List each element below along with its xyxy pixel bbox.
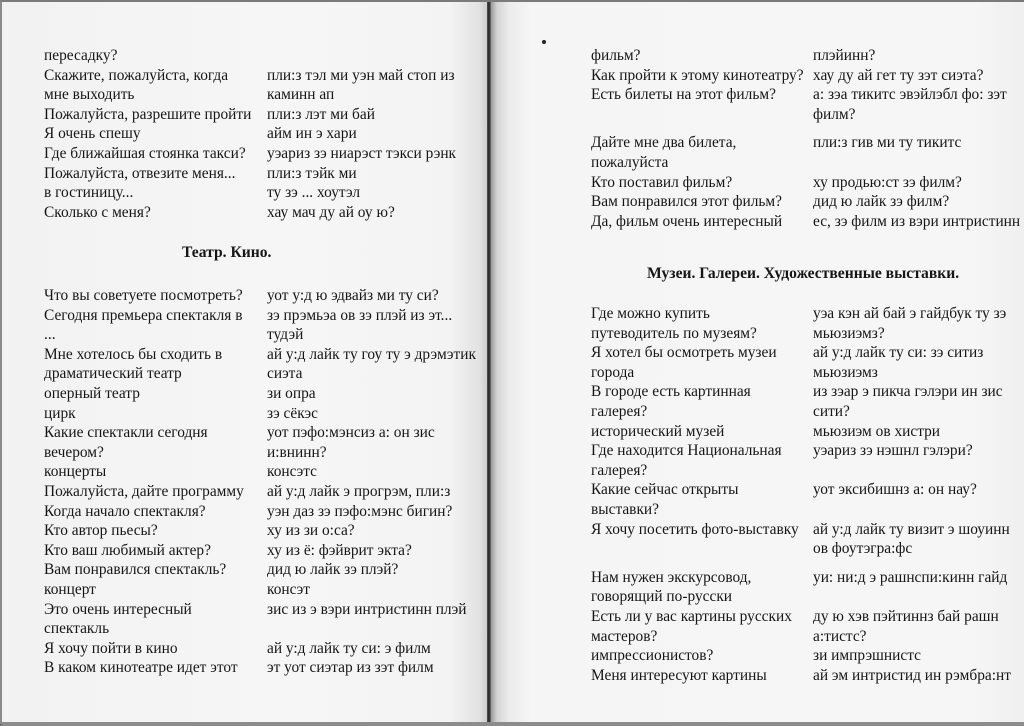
phrase-row [591,192,1020,212]
phrase-row [591,422,1011,442]
phrase-row [44,384,476,404]
transcription: филм? [813,105,856,123]
transcription: ху из зи о:са? [267,522,355,540]
phrase-row [44,85,456,105]
russian-phrase: цирк [44,404,76,422]
russian-phrase: галерея? [591,461,648,479]
transcription: ду ю хэв пэйтиннз бай рашн [813,607,999,625]
phrase-row [44,345,476,365]
transcription: сиэта [267,365,303,383]
transcription: эт уот сиэтар из зэт филм [267,659,434,677]
russian-phrase: города [591,363,635,381]
transcription: ту зэ ... хоутэл [267,184,361,202]
russian-phrase: В каком кинотеатре идет этот [44,659,238,677]
russian-phrase: концерт [44,580,96,598]
transcription: уэариз зэ ниарэст тэкси рэнк [267,144,457,162]
phrase-row [44,124,456,144]
phrase-row [44,364,476,384]
phrase-row [591,587,1011,607]
transcription: уот пэфо:мэнсиз а: он зис [267,424,435,442]
phrase-row [44,164,456,184]
russian-phrase: Кто ваш любимый актер? [44,541,211,559]
russian-phrase: оперный театр [44,384,140,402]
transcription: зи опра [267,384,316,402]
russian-phrase: мне выходить [44,86,135,104]
transcription: уот эксибишнз а: он нау? [813,481,977,499]
phrase-row [591,343,1011,363]
print-speck [542,40,546,44]
scan-edge [2,722,1024,726]
left-page [2,2,489,724]
phrase-row [591,363,1011,383]
phrase-row [44,404,476,424]
transcription: пли:з тэл ми уэн май стоп из [267,66,455,84]
russian-phrase: выставки? [591,500,659,518]
left-phrase-list-top [44,46,456,222]
russian-phrase: импрессионистов? [591,647,714,665]
left-phrase-list-section [44,286,476,678]
russian-phrase: Я хотел бы осмотреть музеи [591,344,777,362]
russian-phrase: Мне хотелось бы сходить в [44,345,223,363]
phrase-row [591,133,1020,153]
row-gap [591,559,1011,568]
right-page [489,2,1024,724]
transcription: и:внинн? [267,443,327,461]
phrase-row [591,85,1020,105]
transcription: уи: ни:д э рашнспи:кинн гайд [813,568,1008,586]
phrase-row [591,627,1011,647]
russian-phrase: Пожалуйста, дайте программу [44,482,244,500]
phrase-row [591,212,1020,232]
russian-phrase: мастеров? [591,627,658,645]
transcription: пли:з лэт ми бай [267,105,375,123]
russian-phrase: Пожалуйста, разрешите пройти [44,105,252,123]
phrase-row [44,639,476,659]
transcription: ай у:д лайк э прогрэм, пли:з [267,482,451,500]
russian-phrase: Что вы советуете посмотреть? [44,287,243,304]
phrase-row [44,306,476,326]
russian-phrase: концерты [44,463,107,481]
russian-phrase: В городе есть картинная [591,383,751,401]
russian-phrase: Есть ли у вас картины русских [591,607,792,625]
russian-phrase: Дайте мне два билета, [591,134,737,152]
transcription: ай у:д лайк ту гоу ту э дрэмэтик [267,345,476,363]
transcription: дид ю лайк зэ филм? [813,193,950,211]
phrase-row [44,502,476,522]
phrase-row [591,153,1020,173]
russian-phrase: пересадку? [44,47,118,64]
phrase-row [44,286,476,306]
phrase-row [591,402,1011,422]
phrase-row [591,480,1011,500]
phrase-row [591,173,1020,193]
transcription: ай у:д лайк ту визит э шоуинн [813,520,1010,538]
phrase-row [591,324,1011,344]
russian-phrase: Есть билеты на этот фильм? [591,86,776,104]
right-phrase-list-section [591,304,1011,685]
phrase-row [591,441,1011,461]
russian-phrase: Кто автор пьесы? [44,522,158,540]
transcription: тудэй [267,326,304,344]
transcription: мьюзиэмз? [813,324,885,342]
russian-phrase: путеводитель по музеям? [591,324,757,342]
transcription: хау ду ай гет ту зэт сиэта? [813,66,984,84]
russian-phrase: Какие спектакли сегодня [44,424,208,442]
russian-phrase: вечером? [44,443,104,461]
russian-phrase: Я хочу пойти в кино [44,639,178,657]
phrase-row [44,619,476,639]
russian-phrase: Вам понравился спектакль? [44,561,227,579]
russian-phrase: Это очень интересный [44,600,192,618]
phrase-row [44,183,456,203]
transcription: зи импрэшнистс [813,647,921,665]
transcription: консэт [267,580,310,598]
transcription: уэа кэн ай бай э гайдбук ту зэ [813,305,1007,322]
russian-phrase: ... [44,326,56,344]
phrase-row [591,105,1020,125]
transcription: уэн даз зэ пэфо:мэнс бигин? [267,502,453,520]
phrase-row [591,382,1011,402]
transcription: уэариз зэ нэшнл гэлэри? [813,442,973,460]
transcription: ай у:д лайк ту си: зэ ситиз [813,344,984,362]
phrase-row [44,144,456,164]
phrase-row [44,325,476,345]
phrase-row [44,203,456,223]
russian-phrase: Где находится Национальная [591,442,782,460]
transcription: консэтс [267,463,317,481]
russian-phrase: в гостиницу... [44,184,134,202]
phrase-row [591,646,1011,666]
russian-phrase: Как пройти к этому кинотеатру? [591,66,804,84]
russian-phrase: Где можно купить [591,305,710,322]
russian-phrase: Я очень спешу [44,125,141,143]
russian-phrase [591,105,813,125]
russian-phrase: пожалуйста [591,153,669,171]
phrase-row [44,560,476,580]
transcription: ай у:д лайк ту си: э филм [267,639,431,657]
transcription: дид ю лайк зэ плэй? [267,561,399,579]
russian-phrase: Скажите, пожалуйста, когда [44,66,229,84]
phrase-row [44,46,456,66]
russian-phrase: Когда начало спектакля? [44,502,206,520]
row-gap [591,124,1020,133]
book-spine [487,2,491,724]
phrase-row [591,539,1011,559]
phrase-row [44,105,456,125]
phrase-row [44,521,476,541]
transcription: мьюзиэмз [813,363,878,381]
russian-phrase: фильм? [591,47,641,64]
phrase-row [591,46,1020,66]
transcription: ай эм интристид ин рэмбра:нт [813,666,1011,684]
phrase-row [591,66,1020,86]
right-phrase-list-top [591,46,1020,231]
phrase-row [591,568,1011,588]
russian-phrase: Сколько с меня? [44,203,151,221]
russian-phrase: Нам нужен экскурсовод, [591,568,752,586]
russian-phrase: галерея? [591,402,648,420]
russian-phrase: Кто поставил фильм? [591,173,733,191]
transcription: пли:з тэйк ми [267,164,357,182]
phrase-row [44,482,476,502]
transcription: из зэар э пикча гэлэри ин зис [813,383,1003,401]
transcription: а:тистс? [813,627,867,645]
russian-phrase: Меня интересуют картины [591,666,767,684]
transcription: пли:з гив ми ту тикитс [813,134,962,152]
phrase-row [591,607,1011,627]
phrase-row [591,520,1011,540]
russian-phrase: исторический музей [591,422,725,440]
transcription: сити? [813,402,850,420]
russian-phrase: Я хочу посетить фото-выставку [591,520,799,538]
phrase-row [44,580,476,600]
transcription: зэ прэмьэа ов зэ плэй из эт... [267,306,453,324]
transcription: каминн ап [267,86,335,104]
transcription: ху из ё: фэйврит экта? [267,541,412,559]
russian-phrase: Какие сейчас открыты [591,481,739,499]
phrase-row [44,66,456,86]
russian-phrase [591,539,813,559]
transcription: мьюзиэм ов хистри [813,422,941,440]
russian-phrase: спектакль [44,620,110,638]
phrase-row [44,541,476,561]
phrase-row [591,304,1011,324]
phrase-row [44,658,476,678]
transcription: ес, зэ филм из вэри интристинн [813,212,1021,230]
phrase-row [44,443,476,463]
russian-phrase: Вам понравился этот фильм? [591,193,782,211]
phrase-row [44,423,476,443]
transcription: плэйинн? [813,47,876,64]
transcription: хау мач ду ай оу ю? [267,203,395,221]
russian-phrase: Да, фильм очень интересный [591,212,783,230]
section-title-museums-galleries: Музеи. Галереи. Художественные выставки. [647,265,960,282]
russian-phrase: Где ближайшая стоянка такси? [44,144,246,162]
phrase-row [591,500,1011,520]
transcription: уот у:д ю эдвайз ми ту си? [267,287,439,304]
transcription: айм ин э хари [267,125,357,143]
russian-phrase: Пожалуйста, отвезите меня... [44,164,236,182]
phrase-row [44,462,476,482]
transcription: а: зэа тикитс эвэйлэбл фо: зэт [813,86,1007,104]
phrase-row [591,461,1011,481]
phrase-row [591,666,1011,686]
transcription: зис из э вэри интристинн плэй [267,600,467,618]
phrase-row [44,600,476,620]
transcription: ху продью:ст зэ филм? [813,173,962,191]
russian-phrase: драматический театр [44,365,182,383]
russian-phrase: говорящий по-русски [591,588,733,606]
transcription: зэ сёкэс [267,404,318,422]
transcription: ов фоутэгра:фс [813,540,913,558]
russian-phrase: Сегодня премьера спектакля в [44,306,243,324]
section-title-theatre-cinema: Театр. Кино. [182,244,272,261]
